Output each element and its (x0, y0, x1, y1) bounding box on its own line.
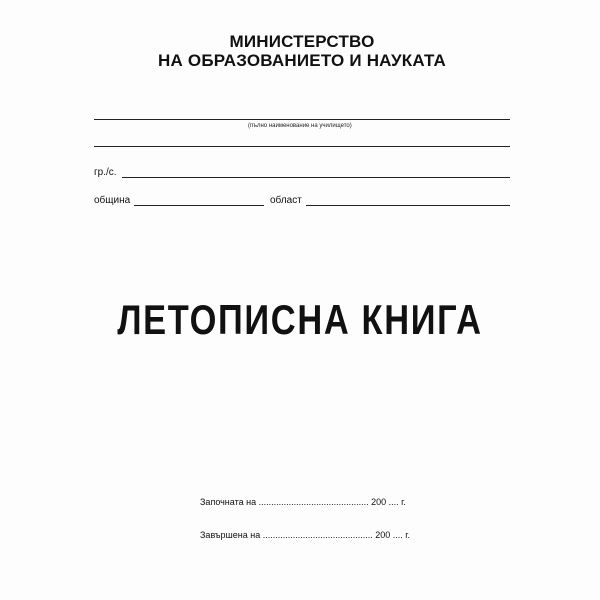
ministry-line-2: НА ОБРАЗОВАНИЕТО И НАУКАТА (158, 51, 446, 70)
school-name-line-1 (94, 119, 510, 120)
city-label: гр./с. (94, 167, 117, 178)
ministry-header (0, 32, 600, 70)
school-name-caption: (пълно наименование на училището) (248, 123, 352, 129)
school-name-line-2 (94, 146, 510, 147)
region-label: област (270, 195, 302, 206)
book-title: ЛЕТОПИСНА КНИГА (117, 296, 483, 343)
finished-date-line: Завършена на ............................................ 200 .... г. (200, 530, 410, 540)
municipality-line (134, 205, 264, 206)
started-date-line: Започната на ............................................ 200 .... г. (200, 497, 406, 507)
city-line (122, 177, 510, 178)
region-line (306, 205, 510, 206)
ministry-line-1: МИНИСТЕРСТВО (229, 32, 375, 51)
municipality-label: община (94, 195, 131, 206)
